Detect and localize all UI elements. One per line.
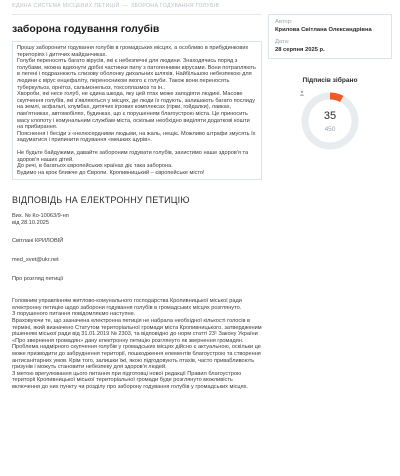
response-paragraph: Враховуючи те, що зазначена електронна петиція не набрала необхідної кількості голосів в терміні, який визначено Статутом територіальної громади міста Кропивницького, затвердженим рішенням міської ради від 31.01.2019 № 2303, та відповідно до норм статті 23¹ Закону України «Про звернення громадян» дану електронну петицію розглянуто як звернення громадян. [12,318,262,344]
petition-paragraph: Не будьте байдужими, давайте забороним годувати голубів, захистимо наше здоров'я та здоров'я наших дітей. [17,149,249,163]
petition-paragraph: Хвороби, які несе голуб, не єдина шкода, яку цей птах може заподіяти людині. Масове скупчення голубів, які з'являються у місцях, де люди їх годують, залишають багато послиду на землі, асфальті, клумбах, дитячих ігрових комплексах (гірки, гойдалки), лавках, пам'ятниках, автомобілях, будинках, що є порушенням благоустрою міста. Це приносить масу клопоту і комунальним службам міста, оскільки необхідно виділяти додаткові кошти на прибирання. [17,91,255,131]
page-title: заборона годування голубів [12,23,160,35]
response-recipient: Світлані КРИЛОВІЙ [12,238,64,245]
signatures-goal: 450 [324,126,336,133]
petition-paragraph: Будимо на крок ближче до Європи. Кропивницький – європейське місто! [17,169,205,176]
author-label: Автор: [275,19,293,25]
signatures-title: Підписів зібрано [302,77,358,84]
person-icon [299,90,305,96]
response-email[interactable]: med_svet@ukr.net [12,257,59,264]
breadcrumb-current: ЗБОРОНА ГОДУВАННЯ ГОЛУБІВ [131,3,220,9]
petition-main [12,14,262,391]
petition-paragraph: Прошу заборонити годування голубів в громадських місцях, а особливо в прибудинкових територіях і дитячих майданчиках. [17,45,249,58]
date-label: Дата: [275,39,290,45]
breadcrumb [12,3,219,9]
petition-sidebar [268,14,392,152]
author-name: Крилова Світлана Олександрівна [275,27,372,33]
breadcrumb-separator: — [122,3,129,9]
response-ref-number: Вих. № Ко-10063/9-нп [12,213,69,220]
signatures-count: 35 [323,110,337,122]
author-card [268,14,392,59]
title-bar [12,14,262,35]
response-subject: Про розгляд петиції [12,275,64,282]
signatures-progress-ring [299,90,361,152]
petition-text [12,41,262,180]
response-paragraph: Головним управлінням житлово-комунального господарства Кропивницької міської ради електронну петицію щодо заборони годування голубів в громадських місцях розглянуто. [12,298,242,311]
response-paragraph: З метою врегулювання цього питання при підготовці нової редакції Правил благоустрою території Кропивницької міської територіальної громади буде розглянуто можливість включення до них пункту чи розділу про заборону годування голубів у громадських місцях. [12,370,248,390]
response-paragraph: З порушеного питання повідомляємо наступне. [12,311,136,318]
petition-paragraph: До речі, в багатьох європейських країнах діє така заборона. [17,163,173,170]
petition-paragraph: Голуби переносять багато вірусів, які є небезпечні для людини. Знаходячись поряд з голубами, можна вдихнути дрібні частинки пилу з патогенними вірусами. Вони потрапляють в легені і подразнюють слизову оболонку дихальних шляхів. Найбільшою небезпекою для людини є вірус енцефаліту, переносником якого є голуби. Також вони переносять туберкульоз, орнітоз, сальмонельоз, токсоплазмоз та ін.. [17,58,256,91]
breadcrumb-root[interactable]: ЄДИНА СИСТЕМА МІСЦЕВИХ ПЕТИЦІЙ [12,3,120,9]
response-paragraph: Проблема надмірного скупчення голубів у громадських місцях дійсно є актуальною, оскільки це може призводити до забруднення території, пошкодження елементів благоустрою та створення антисанітарних умов. Крім того, залишки їжі, якою підгодовують птахів, часто привабливоють гризунів і можуть становити небезпеку для здоров'я людей. [12,344,261,371]
petition-paragraph: Пояснення і бесіди з «нелюсердними людьми, на жаль, нещіє. Можливо штрафи змусять їх задуматися і припинити годування «мешких щурів». [17,130,256,144]
response-section-title: ВІДПОВІДЬ НА ЕЛЕКТРОННУ ПЕТИЦІЮ [12,195,190,206]
date-value: 28 серпня 2025 р. [275,47,325,53]
response-body [12,213,262,390]
response-ref-date: від 28.10.2025 [12,219,50,226]
